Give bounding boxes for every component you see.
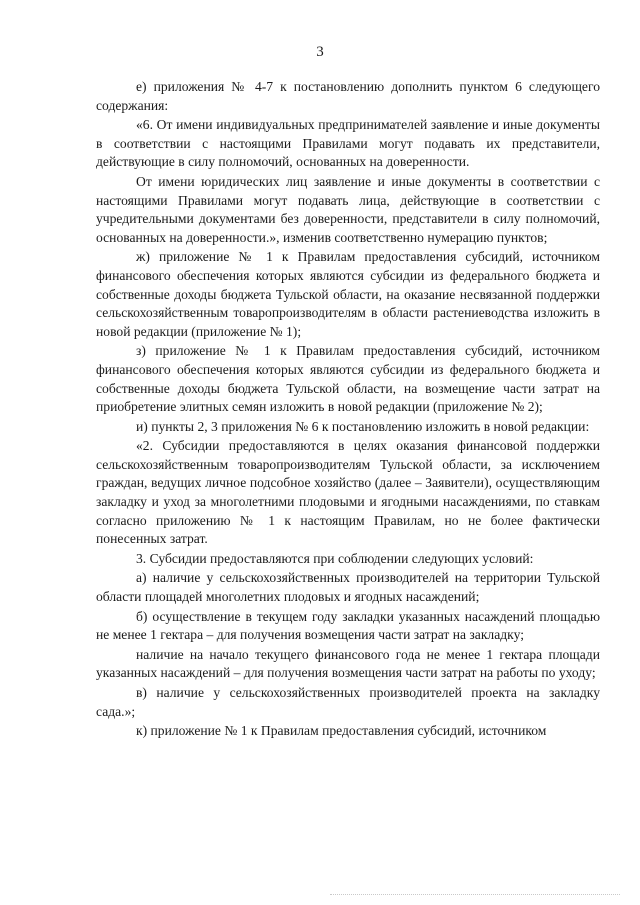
- paragraph-b-continued: наличие на начало текущего финансового года не менее 1 гектара площади указанных насаждений – для получения возмещения части затрат на работы по уходу;: [96, 646, 600, 681]
- paragraph-k: к) приложение № 1 к Правилам предоставления субсидий, источником: [136, 723, 547, 739]
- paragraph-quote-6: «6. От имени индивидуальных предпринимателей заявление и иные документы в соответствии с настоящими Правилами могут подавать их представители, действующие в силу полномочий, основанных на доверенности.: [96, 117, 600, 170]
- paragraph-quote-2: «2. Субсидии предоставляются в целях оказания финансовой поддержки сельскохозяйственным товаропроизводителям Тульской области, за исключением граждан, ведущих личное подсобное хозяйство (далее – Заявители), осуществляющим закладку и уход за многолетними плодовыми и ягодными насаждениями, по ставкам согласно приложению № 1 к настоящим Правилам, но не более фактически понесенных затрат.: [96, 438, 600, 547]
- paragraph-z: з) приложение № 1 к Правилам предоставления субсидий, источником финансового обеспечения которых являются субсидии из федерального бюджета и собственные доходы бюджета Тульской области, на возмещение части затрат на приобретение элитных семян изложить в новой редакции (приложение № 2);: [96, 343, 600, 415]
- paragraph-3: 3. Субсидии предоставляются при соблюдении следующих условий:: [136, 550, 534, 566]
- paragraph-a: а) наличие у сельскохозяйственных производителей на территории Тульской области площадей многолетних плодовых и ягодных насаждений;: [96, 570, 600, 605]
- paragraph-legal-entities: От имени юридических лиц заявление и иные документы в соответствии с настоящими Правилами могут подавать лица, действующие в соответствии с учредительными документами без доверенности, представители в силу полномочий, основанных на доверенности.», изменив соответственно нумерацию пунктов;: [96, 173, 600, 245]
- document-body: [96, 78, 600, 742]
- paragraph-i: и) пункты 2, 3 приложения № 6 к постановлению изложить в новой редакции:: [136, 418, 590, 434]
- paragraph-e: е) приложения № 4-7 к постановлению дополнить пунктом 6 следующего содержания:: [96, 79, 600, 113]
- scan-artifact: [330, 894, 620, 899]
- paragraph-zh: ж) приложение № 1 к Правилам предоставления субсидий, источником финансового обеспечения которых являются субсидии из федерального бюджета и собственные доходы бюджета Тульской области, на оказание несвязанной поддержки сельскохозяйственным товаропроизводителям в области растениеводства изложить в новой редакции (приложение № 1);: [96, 249, 600, 339]
- paragraph-v: в) наличие у сельскохозяйственных производителей проекта на закладку сада.»;: [96, 685, 600, 719]
- paragraph-b: б) осуществление в текущем году закладки указанных насаждений площадью не менее 1 гектара – для получения возмещения части затрат на закладку;: [96, 608, 600, 643]
- page-number: 3: [316, 44, 324, 60]
